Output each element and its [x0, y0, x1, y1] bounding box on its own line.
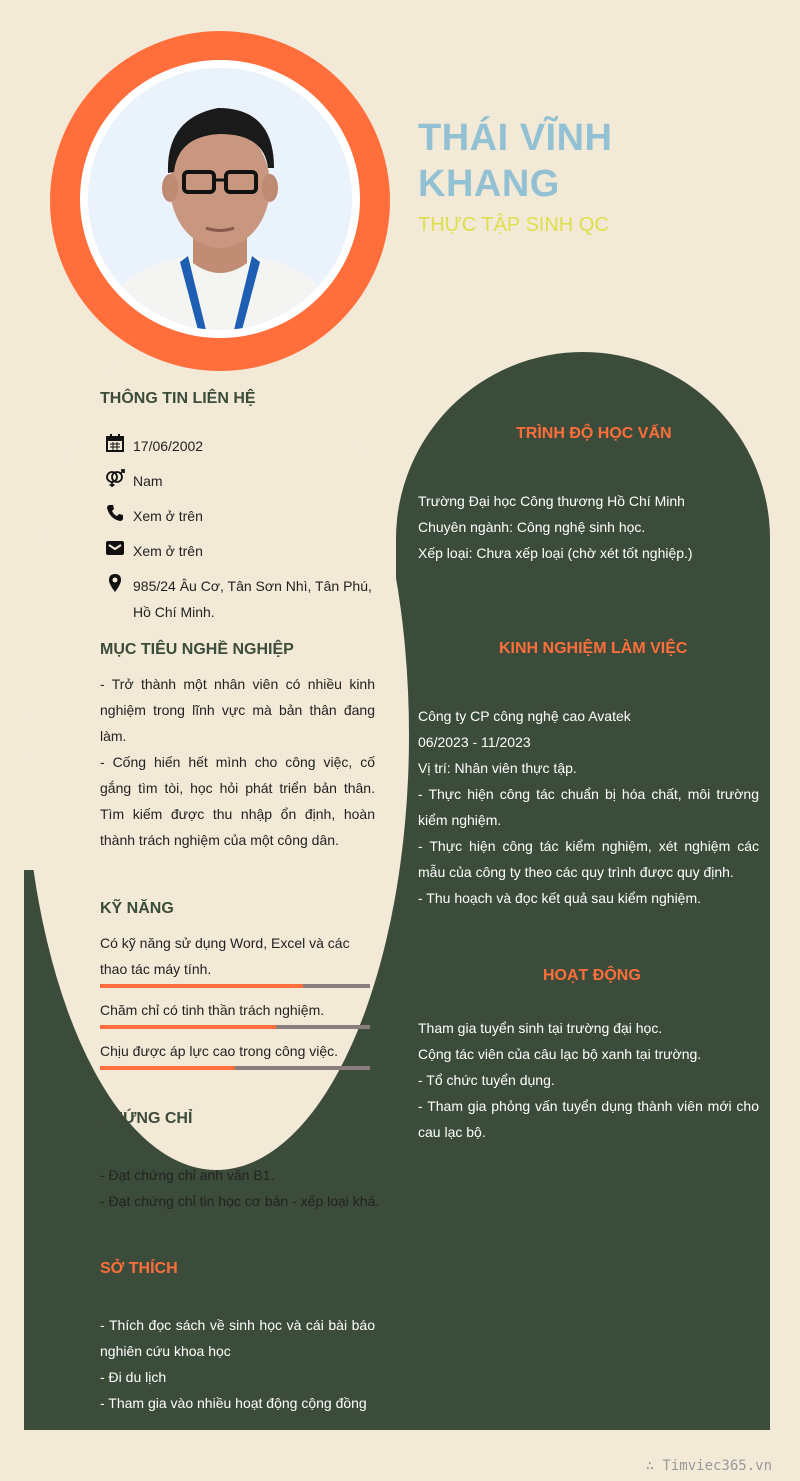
avatar: [88, 68, 352, 330]
experience-line: Vị trí: Nhân viên thực tập.: [418, 760, 577, 776]
objective-title: MỤC TIÊU NGHỀ NGHIỆP: [100, 641, 294, 658]
experience-line: - Thu hoạch và đọc kết quả sau kiểm nghiệm.: [418, 890, 702, 906]
activities-text: [418, 1015, 759, 1145]
candidate-role: THỰC TẬP SINH QC: [418, 214, 609, 236]
objective-line: - Trở thành một nhân viên có nhiều kinh nghiệm trong lĩnh vực mà bản thân đang làm.: [100, 676, 375, 744]
hobbies-text: [100, 1312, 375, 1416]
address-text: 985/24 Âu Cơ, Tân Sơn Nhì, Tân Phú, Hồ Chí Minh.: [133, 578, 372, 620]
activity-line: - Tổ chức tuyển dụng.: [418, 1072, 555, 1088]
avatar-frame: [80, 60, 360, 338]
experience-line: 06/2023 - 11/2023: [418, 734, 531, 750]
contact-phone: [104, 503, 383, 529]
skill-bar-fill: [100, 1025, 276, 1029]
candidate-name-line2: KHANG: [418, 163, 560, 205]
activity-line: Cộng tác viên của câu lạc bộ xanh tại trường.: [418, 1046, 702, 1062]
experience-text: [418, 703, 759, 911]
hobby-line: - Tham gia vào nhiều hoạt động cộng đồng: [100, 1395, 367, 1411]
experience-line: Công ty CP công nghệ cao Avatek: [418, 708, 631, 724]
skill-label: Có kỹ năng sử dụng Word, Excel và các thao tác máy tính.: [100, 935, 350, 977]
skill-bar-fill: [100, 1066, 235, 1070]
hobby-line: - Đi du lịch: [100, 1369, 167, 1385]
contact-email: [104, 538, 383, 564]
skill-item: [100, 997, 370, 1029]
skill-item: [100, 1038, 370, 1070]
experience-line: - Thực hiện công tác kiểm nghiệm, xét nghiệm các mẫu của công ty theo các quy trình được quy định.: [418, 838, 759, 880]
education-text: [418, 488, 758, 566]
education-title: TRÌNH ĐỘ HỌC VẤN: [516, 425, 672, 442]
skill-label: Chịu được áp lực cao trong công việc.: [100, 1043, 339, 1059]
education-line: Chuyên ngành: Công nghệ sinh học.: [418, 519, 646, 535]
contact-birthday: [104, 433, 383, 459]
location-icon: [104, 573, 126, 593]
skill-label: Chăm chỉ có tinh thần trách nghiệm.: [100, 1002, 325, 1018]
skill-item: [100, 930, 370, 988]
contact-gender: [104, 468, 383, 494]
activities-title: HOẠT ĐỘNG: [543, 967, 641, 984]
email-text: Xem ở trên: [133, 543, 203, 559]
avatar-portrait-icon: [88, 68, 352, 330]
objective-text: [100, 671, 375, 853]
contact-title: THÔNG TIN LIÊN HỆ: [100, 390, 256, 407]
phone-text: Xem ở trên: [133, 508, 203, 524]
birthday-text: 17/06/2002: [133, 438, 204, 454]
certificates-text: [100, 1162, 390, 1214]
education-line: Trường Đại học Công thương Hồ Chí Minh: [418, 493, 685, 509]
watermark: ∴ Timviec365.vn: [645, 1458, 772, 1474]
email-icon: [104, 538, 126, 558]
experience-title: KINH NGHIỆM LÀM VIỆC: [499, 640, 688, 657]
skills-title: KỸ NĂNG: [100, 900, 174, 917]
skill-bar: [100, 984, 370, 988]
education-line: Xếp loại: Chưa xếp loại (chờ xét tốt nghiệp.): [418, 545, 693, 561]
contact-address: [104, 573, 383, 625]
calendar-icon: [104, 433, 126, 453]
certificate-line: - Đạt chứng chỉ anh văn B1.: [100, 1167, 275, 1183]
phone-icon: [104, 503, 126, 523]
objective-line: - Cống hiến hết mình cho công việc, cố gắng tìm tòi, học hỏi phát triển bản thân. Tìm kiếm được thu nhập ổn định, hoàn thành trách nghiệm của một công dân.: [100, 754, 375, 848]
skill-bar-fill: [100, 984, 303, 988]
hobby-line: - Thích đọc sách về sinh học và cái bài báo nghiên cứu khoa học: [100, 1317, 375, 1359]
candidate-name-line1: THÁI VĨNH: [418, 117, 613, 159]
gender-icon: [104, 468, 126, 488]
candidate-name: [418, 115, 613, 207]
certificate-line: - Đạt chứng chỉ tin học cơ bản - xếp loại khá.: [100, 1193, 380, 1209]
skill-bar: [100, 1025, 370, 1029]
certificates-title: CHỨNG CHỈ: [100, 1110, 193, 1127]
experience-line: - Thực hiện công tác chuẩn bị hóa chất, môi trường kiểm nghiệm.: [418, 786, 759, 828]
activity-line: - Tham gia phỏng vấn tuyển dụng thành viên mới cho cau lạc bộ.: [418, 1098, 759, 1140]
activity-line: Tham gia tuyển sinh tại trường đại học.: [418, 1020, 663, 1036]
hobbies-title: SỞ THÍCH: [100, 1260, 178, 1277]
skill-bar: [100, 1066, 370, 1070]
gender-text: Nam: [133, 473, 163, 489]
